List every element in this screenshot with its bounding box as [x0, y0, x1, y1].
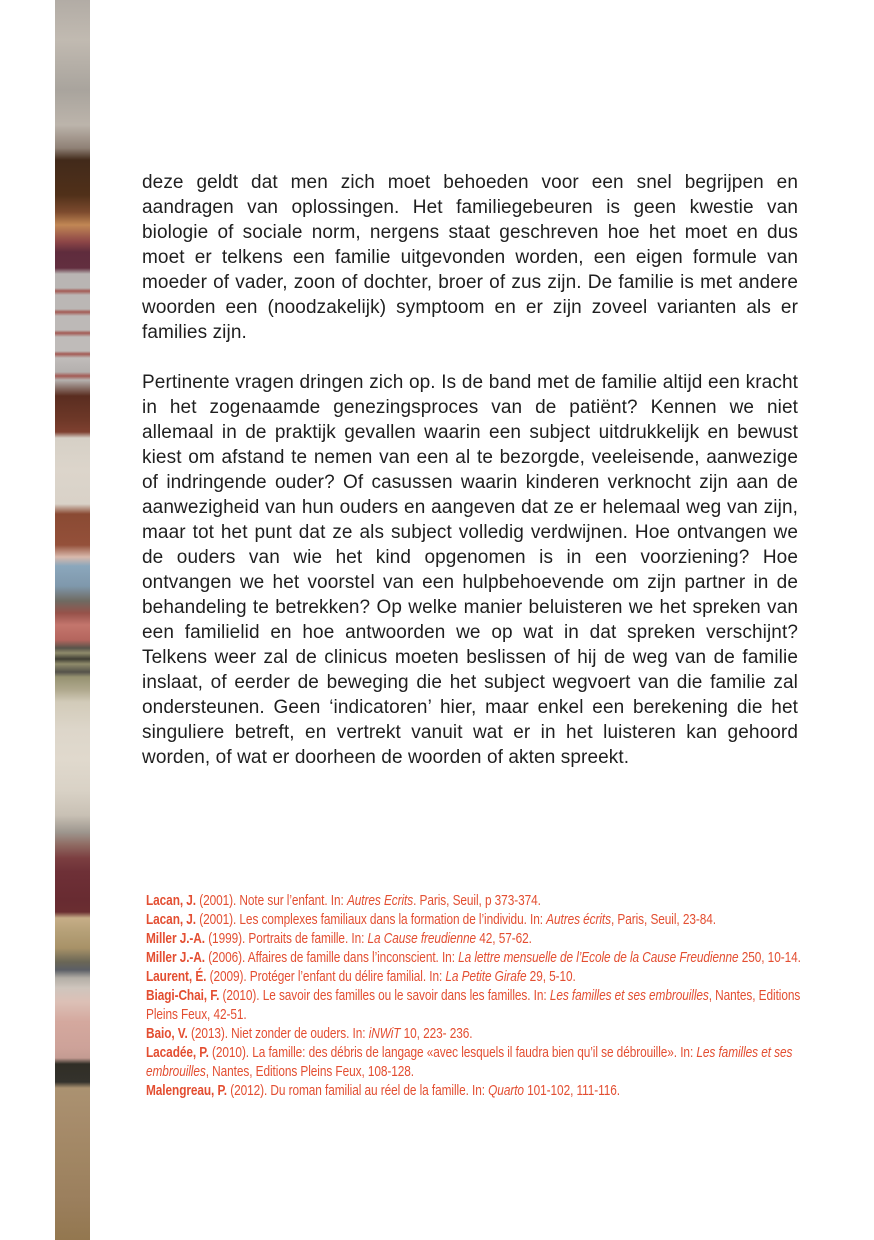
reference-title: La Petite Girafe [445, 968, 527, 985]
reference-item [146, 986, 819, 1024]
reference-text: , Nantes, Editions Pleins Feux, 108-128. [205, 1063, 415, 1080]
references-list [146, 891, 819, 1100]
reference-text: (2001). Les complexes familiaux dans la formation de l’individu. In: [196, 911, 547, 928]
reference-item [146, 1043, 819, 1081]
reference-text: (2001). Note sur l’enfant. In: [196, 892, 347, 909]
reference-item [146, 1024, 819, 1043]
reference-text: , Paris, Seuil, 23-84. [610, 911, 716, 928]
reference-author: Miller J.-A. [146, 949, 205, 966]
reference-text: (2013). Niet zonder de ouders. In: [187, 1025, 369, 1042]
reference-text: 42, 57-62. [476, 930, 532, 947]
reference-title: La lettre mensuelle de l’Ecole de la Cause Freudienne [458, 949, 739, 966]
reference-author: Baio, V. [146, 1025, 188, 1042]
reference-item [146, 910, 819, 929]
reference-text: (1999). Portraits de famille. In: [204, 930, 368, 947]
reference-author: Lacan, J. [146, 892, 197, 909]
reference-title: Les familles et ses embrouilles [146, 1044, 793, 1080]
reference-item [146, 891, 819, 910]
reference-author: Biagi-Chai, F. [146, 987, 220, 1004]
reference-author: Lacadée, P. [146, 1044, 209, 1061]
reference-title: iNWiT [368, 1025, 401, 1042]
reference-text: 101-102, 111-116. [523, 1082, 621, 1099]
reference-text: 10, 223- 236. [400, 1025, 473, 1042]
reference-text: 250, 10-14. [738, 949, 801, 966]
reference-text: . Paris, Seuil, p 373-374. [413, 892, 541, 909]
reference-text: (2010). Le savoir des familles ou le savoir dans les familles. In: [219, 987, 550, 1004]
reference-item [146, 929, 819, 948]
reference-title: La Cause freudienne [367, 930, 477, 947]
reference-text: 29, 5-10. [526, 968, 576, 985]
reference-title: Autres écrits [546, 911, 611, 928]
reference-text: (2006). Affaires de famille dans l’inconscient. In: [204, 949, 459, 966]
reference-text: (2010). La famille: des débris de langage «avec lesquels il faudra bien qu’il se débrouille». In: [208, 1044, 697, 1061]
reference-text: , Nantes, Editions Pleins Feux, 42-51. [146, 987, 801, 1023]
body-text-block [142, 170, 798, 795]
body-paragraph: Pertinente vragen dringen zich op. Is de band met de familie altijd een kracht in het zogenaamde genezingsproces van de patiënt? Kennen we niet allemaal in de praktijk gevallen waarin een subject uitdrukkelijk en bewust kiest om afstand te nemen van een al te bezorgde, veeleisende, aanwezige of indringende ouder? Of casussen waarin kinderen verknocht zijn aan de aanwezigheid van hun ouders en aangeven dat ze er helemaal weg van zijn, maar tot het punt dat ze als subject volledig verdwijnen. Hoe ontvangen we de ouders van wie het kind opgenomen is in een voorziening? Hoe ontvangen we het voorstel van een hulpbehoevende om zijn partner in de behandeling te betrekken? Op welke manier beluisteren we het spreken van een familielid en hoe antwoorden we op wat in dat spreken verschijnt? Telkens weer zal de clinicus moeten beslissen of hij de weg van de familie inslaat, of eerder de beweging die het subject wegvoert van die familie zal ondersteunen. Geen ‘indicatoren’ hier, maar enkel een berekening die het singuliere betreft, en vertrekt vanuit wat er in het luisteren kan gehoord worden, of wat er doorheen de woorden of akten spreekt. [142, 372, 798, 768]
reference-text: (2012). Du roman familial au réel de la famille. In: [226, 1082, 489, 1099]
photo-collage-strip [55, 0, 90, 1240]
reference-item [146, 1081, 819, 1100]
reference-item [146, 948, 819, 967]
reference-author: Miller J.-A. [146, 930, 205, 947]
reference-author: Lacan, J. [146, 911, 197, 928]
reference-item [146, 967, 819, 986]
body-paragraph: deze geldt dat men zich moet behoeden voor een snel begrijpen en aandragen van oplossingen. Het familiegebeuren is geen kwestie van biologie of sociale norm, nergens staat geschreven hoe het moet en dus moet er telkens een familie uitgevonden worden, een eigen formule van moeder of vader, zoon of dochter, broer of zus zijn. De familie is met andere woorden een (noodzakelijk) symptoom en er zijn zoveel varianten als er families zijn. [142, 172, 798, 343]
reference-title: Quarto [488, 1082, 524, 1099]
reference-author: Malengreau, P. [146, 1082, 227, 1099]
reference-title: Autres Ecrits [346, 892, 414, 909]
reference-title: Les familles et ses embrouilles [549, 987, 709, 1004]
reference-text: (2009). Protéger l’enfant du délire familial. In: [206, 968, 446, 985]
reference-author: Laurent, É. [146, 968, 207, 985]
